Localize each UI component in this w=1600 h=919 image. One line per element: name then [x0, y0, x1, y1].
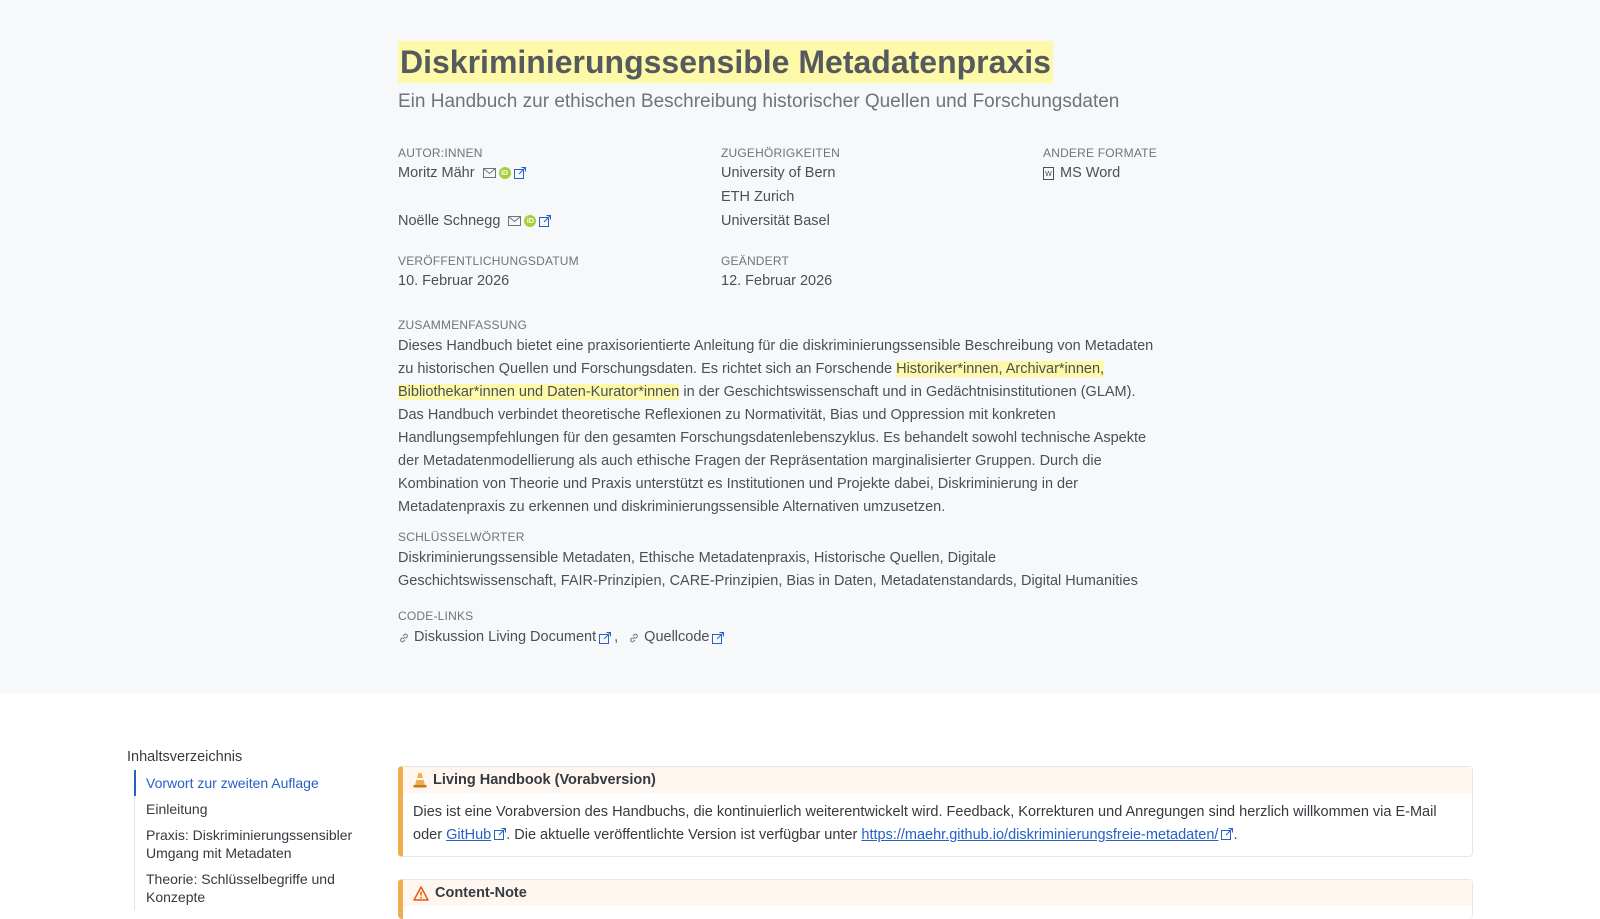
modified-label: GEÄNDERT [721, 254, 790, 268]
keywords-section [398, 530, 1158, 593]
callout-title: Content-Note [435, 885, 527, 901]
formats-label: ANDERE FORMATE [1043, 146, 1157, 160]
callout-header [403, 767, 1472, 793]
author-name: Moritz Mähr [398, 165, 475, 181]
toc-item-einleitung[interactable]: Einleitung [146, 801, 208, 817]
affiliations-section [721, 146, 1021, 233]
affiliations-label: ZUGEHÖRIGKEITEN [721, 146, 841, 160]
external-link-icon[interactable] [1221, 828, 1233, 840]
table-of-contents [127, 749, 367, 910]
living-handbook-callout [398, 766, 1473, 857]
modified-section [721, 254, 1021, 293]
published-date: 10. Februar 2026 [398, 273, 510, 289]
callout-text: Dies ist eine Vorabversion des Handbuchs, die kontinuierlich weiterentwickelt wird. Feedback, Korrekturen und Anregungen sind herzlich willkommen via E-Mail oder [413, 804, 1437, 843]
link-icon [398, 632, 410, 644]
title-block [398, 41, 1158, 113]
source-code-link[interactable]: Quellcode [644, 629, 710, 645]
external-link-icon[interactable] [494, 828, 506, 840]
abstract-text-part: in der Geschichtswissenschaft und in Gedächtnisinstitutionen (GLAM). Das Handbuch verbindet theoretische Reflexionen zu Normativität, Bias und Oppression mit konkreten Handlungsempfehlungen für den gesamten Forschungsdatenlebenszyklus. Es behandelt sowohl technische Aspekte der Metadatenmodellierung als auch ethische Fragen der Repräsentation marginalisierter Gruppen. Durch die Kombination von Theorie und Praxis unterstützt es Institutionen und Projekte dabei, Diskriminierung in der Metadatenpraxis zu erkennen und diskriminierungssensible Alternativen umzusetzen. [398, 384, 1147, 515]
traffic-cone-icon [413, 772, 427, 788]
published-label: VERÖFFENTLICHUNGSDATUM [398, 254, 579, 268]
callout-header [403, 880, 1472, 906]
authors-label: AUTOR:INNEN [398, 146, 483, 160]
published-version-link[interactable]: https://maehr.github.io/diskriminierungsfreie-metadaten/ [861, 827, 1219, 843]
external-link-icon[interactable] [599, 632, 611, 644]
code-links-row [398, 626, 1158, 649]
external-link-icon[interactable] [712, 632, 724, 644]
orcid-icon[interactable]: iD [499, 167, 511, 179]
abstract-highlight: Historiker*innen, Archivar*innen, Bibliothekar*innen und Daten-Kurator*innen [398, 361, 1105, 400]
authors-section [398, 146, 698, 233]
page-title: Diskriminierungssensible Metadatenpraxis [398, 41, 1053, 83]
keywords-text: Diskriminierungssensible Metadaten, Ethische Metadatenpraxis, Historische Quellen, Digitale Geschichtswissenschaft, FAIR-Prinzipien, CARE-Prinzipien, Bias in Daten, Metadatenstandards, Digital Humanities [398, 550, 1138, 589]
email-icon[interactable] [483, 168, 496, 178]
affiliation: Universität Basel [721, 213, 830, 229]
external-link-icon[interactable] [514, 167, 526, 179]
formats-section [1043, 146, 1243, 185]
abstract-text [398, 335, 1158, 519]
toc-item-vorwort[interactable]: Vorwort zur zweiten Auflage [134, 770, 367, 796]
page-subtitle: Ein Handbuch zur ethischen Beschreibung historischer Quellen und Forschungsdaten [398, 91, 1120, 113]
code-links-section [398, 609, 1158, 649]
warning-icon [413, 886, 429, 901]
github-link[interactable]: GitHub [446, 827, 492, 843]
author-name: Noëlle Schnegg [398, 213, 501, 229]
content-note-callout [398, 879, 1473, 919]
affiliation: University of Bern [721, 165, 836, 181]
keywords-label: SCHLÜSSELWÖRTER [398, 530, 525, 544]
author-row [398, 161, 698, 185]
toc-list [134, 770, 367, 910]
abstract-section [398, 318, 1158, 519]
email-icon[interactable] [508, 216, 521, 226]
toc-title: Inhaltsverzeichnis [127, 749, 243, 765]
svg-text:W: W [1045, 169, 1052, 178]
word-file-icon [1043, 167, 1054, 180]
abstract-label: ZUSAMMENFASSUNG [398, 318, 528, 332]
modified-date: 12. Februar 2026 [721, 273, 833, 289]
format-label: MS Word [1060, 165, 1121, 181]
toc-item-theorie[interactable]: Theorie: Schlüsselbegriffe und Konzepte [146, 871, 335, 905]
link-icon [628, 632, 640, 644]
callout-title: Living Handbook (Vorabversion) [433, 772, 656, 788]
callout-text: . Die aktuelle veröffentlichte Version ist verfügbar unter [506, 827, 862, 843]
link-separator: , [614, 629, 619, 645]
abstract-text-part: Dieses Handbuch bietet eine praxisorientierte Anleitung für die diskriminierungssensible Beschreibung von Metadaten zu historischen Quellen und Forschungsdaten. Es richtet sich an Forschende [398, 338, 1154, 377]
external-link-icon[interactable] [539, 215, 551, 227]
callout-text: . [1233, 827, 1238, 843]
published-section [398, 254, 698, 293]
callout-body [403, 793, 1472, 856]
orcid-icon[interactable]: iD [524, 215, 536, 227]
code-links-label: CODE-LINKS [398, 609, 474, 623]
affiliation: ETH Zurich [721, 189, 795, 205]
author-row [398, 209, 698, 233]
discussion-link[interactable]: Diskussion Living Document [414, 629, 597, 645]
toc-item-praxis[interactable]: Praxis: Diskriminierungssensibler Umgang mit Metadaten [146, 827, 353, 861]
format-link[interactable] [1043, 161, 1243, 185]
